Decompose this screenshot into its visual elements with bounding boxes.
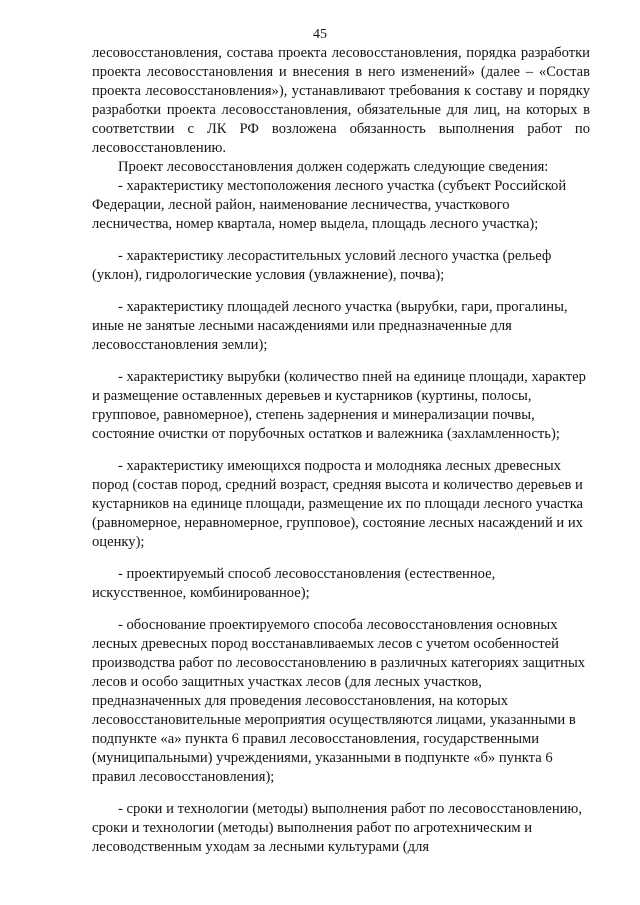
list-item-method: - проектируемый способ лесовосстановления (естественное, искусственное, комбинированное); [92,566,496,601]
list-item-justification: - обоснование проектируемого способа лесовосстановления основных лесных древесных пород восстанавливаемых лесов с учетом особенностей производства работ по лесовосстановлению в различных категориях защитных лесов и особо защитных участках лесов (для лесных участков, предназначенных для проведения лесовосстановления, на которых лесовосстановительные мероприятия осуществляются лицами, указанными в подпункте «а» пункта 6 правил лесовосстановления, государственными (муниципальными) учреждениями, указанными в подпункте «б» пункта 6 правил лесовосстановления); [92,617,586,785]
list-item-clearing: - характеристику вырубки (количество пней на единице площади, характер и размещение оставленных деревьев и кустарников (куртины, полосы, групповое, равномерное), степень задернения и минерализации почвы, состояние очистки от порубочных остатков и валежника (захламленность); [92,369,586,442]
list-item-location: - характеристику местоположения лесного участка (субъект Российской Федерации, лесной район, наименование лесничества, участкового лесничества, номер квартала, номер выдела, площадь лесного участка); [92,178,567,232]
document-body [92,44,590,857]
requirements-lead-paragraph: Проект лесовосстановления должен содержать следующие сведения: [118,159,549,175]
list-item-growing-conditions: - характеристику лесорастительных условий лесного участка (рельеф (уклон), гидрологические условия (увлажнение), почва); [92,248,552,283]
intro-paragraph: лесовосстановления, состава проекта лесовосстановления, порядка разработки проекта лесовосстановления и внесения в него изменений» (далее – «Состав проекта лесовосстановления»), устанавливают требования к составу и порядку разработки проекта лесовосстановления, обязательные для лиц, на которых в соответствии с ЛК РФ возложена обязанность выполнения работ по лесовосстановлению. [92,45,590,156]
list-item-areas: - характеристику площадей лесного участка (вырубки, гари, прогалины, иные не занятые лесными насаждениями или предназначенные для лесовосстановления земли); [92,299,568,353]
page-number: 45 [313,27,327,42]
list-item-undergrowth: - характеристику имеющихся подроста и молодняка лесных древесных пород (состав пород, средний возраст, средняя высота и количество деревьев и кустарников на единице площади, размещение их по площади лесного участка (равномерное, неравномерное, групповое), состояние лесных насаждений и их оценку); [92,458,584,550]
list-item-timing: - сроки и технологии (методы) выполнения работ по лесовосстановлению, сроки и технологии (методы) выполнения работ по агротехническим и лесоводственным уходам за лесными культурами (для [92,801,582,855]
